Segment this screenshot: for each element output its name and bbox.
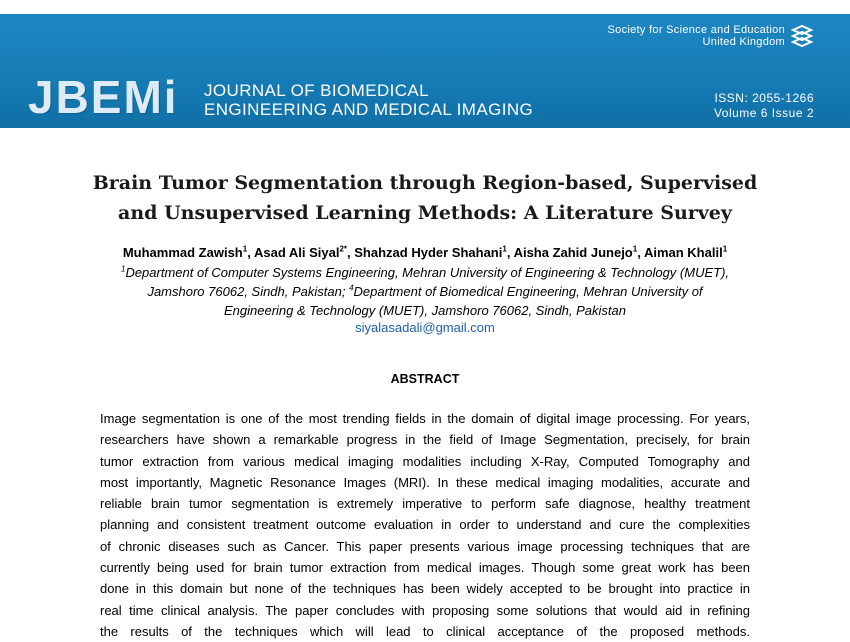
affiliation-sup: 1 <box>120 264 126 274</box>
corresponding-email-link[interactable]: siyalasadali@gmail.com <box>355 320 495 335</box>
issn-block <box>714 91 814 121</box>
abstract-line: done in this domain but none of the techniques has been widely accepted to be brought into practice in <box>100 581 750 597</box>
abstract-line: planning and consistent treatment outcome evaluation in order to understand and cure the complexities <box>100 517 750 533</box>
society-name <box>608 24 785 48</box>
abstract-line: the results of the techniques which will lead to clinical acceptance of the proposed methods. <box>100 623 750 639</box>
author-name: Muhammad Zawish <box>122 245 243 260</box>
abstract-line: most importantly, Magnetic Resonance Images (MRI). In these medical imaging modalities, accurate and <box>100 474 750 490</box>
issn: ISSN: 2055-1266 <box>714 91 814 105</box>
top-strip <box>0 0 850 14</box>
society-line-2: United Kingdom <box>702 36 785 48</box>
abstract-line: Image segmentation is one of the most trending fields in the domain of digital image processing. For years, <box>100 411 750 426</box>
abstract-heading: ABSTRACT <box>390 372 460 386</box>
author-name: Aisha Zahid Junejo <box>513 245 633 260</box>
affiliation-text: Department of Computer Systems Engineering, Mehran University of Engineering & Technology (MUET), <box>125 265 730 280</box>
affiliation-text: Jamshoro 76062, Sindh, Pakistan; <box>147 284 350 299</box>
abstract-line: tumor extraction from various medical imaging modalities including X-Ray, Computed Tomography and <box>100 453 750 469</box>
author-separator: , <box>247 245 254 260</box>
paper-title <box>60 168 790 228</box>
journal-name <box>204 81 533 119</box>
abstract-body <box>100 408 750 642</box>
title-line: Brain Tumor Segmentation through Region-based, Supervised <box>92 172 758 194</box>
affiliation-line <box>90 282 760 301</box>
author-sup: 2* <box>339 244 348 254</box>
author-sup: 1 <box>632 244 638 254</box>
author-separator: , <box>637 245 644 260</box>
abstract-line: researchers have shown a remarkable progress in the field of Image Segmentation, precisely, for brain <box>100 432 750 448</box>
society-line-1: Society for Science and Education <box>607 24 785 36</box>
society-logo-icon <box>789 23 815 49</box>
affiliation-line <box>90 263 760 282</box>
abstract-line: currently being used for brain tumor extraction from medical images. Though some great work has been <box>100 560 750 576</box>
author-sup: 1 <box>722 244 728 254</box>
volume-issue: Volume 6 Issue 2 <box>713 106 814 120</box>
affiliation-text: Department of Biomedical Engineering, Mehran University of <box>353 284 703 299</box>
abstract-line: real time clinical analysis. The paper concludes with proposing some solutions that would aid in refining <box>100 602 750 618</box>
abstract-line: of chronic diseases such as Cancer. This paper presents various image processing techniques that are <box>100 538 750 554</box>
author-list <box>40 244 810 262</box>
journal-name-line-2: ENGINEERING AND MEDICAL IMAGING <box>204 100 534 119</box>
journal-name-line-1: JOURNAL OF BIOMEDICAL <box>204 81 430 100</box>
title-line: and Unsupervised Learning Methods: A Literature Survey <box>118 202 732 224</box>
author-sup: 1 <box>502 244 507 254</box>
author-name: Asad Ali Siyal <box>253 245 340 260</box>
author-separator: , <box>506 245 514 260</box>
affiliations <box>90 263 760 320</box>
affiliation-line: Engineering & Technology (MUET), Jamshoro 76062, Sindh, Pakistan <box>223 303 627 318</box>
journal-banner <box>0 14 850 128</box>
author-separator: , <box>347 245 355 260</box>
affiliation-sup: 4 <box>349 283 354 293</box>
author-sup: 1 <box>242 244 248 254</box>
journal-logo: JBEMi <box>28 71 179 123</box>
abstract-line: reliable brain tumor segmentation is extremely imperative to perform safe diagnose, healthy treatment <box>100 496 750 512</box>
author-name: Aiman Khalil <box>643 245 723 260</box>
author-name: Shahzad Hyder Shahani <box>354 245 503 260</box>
